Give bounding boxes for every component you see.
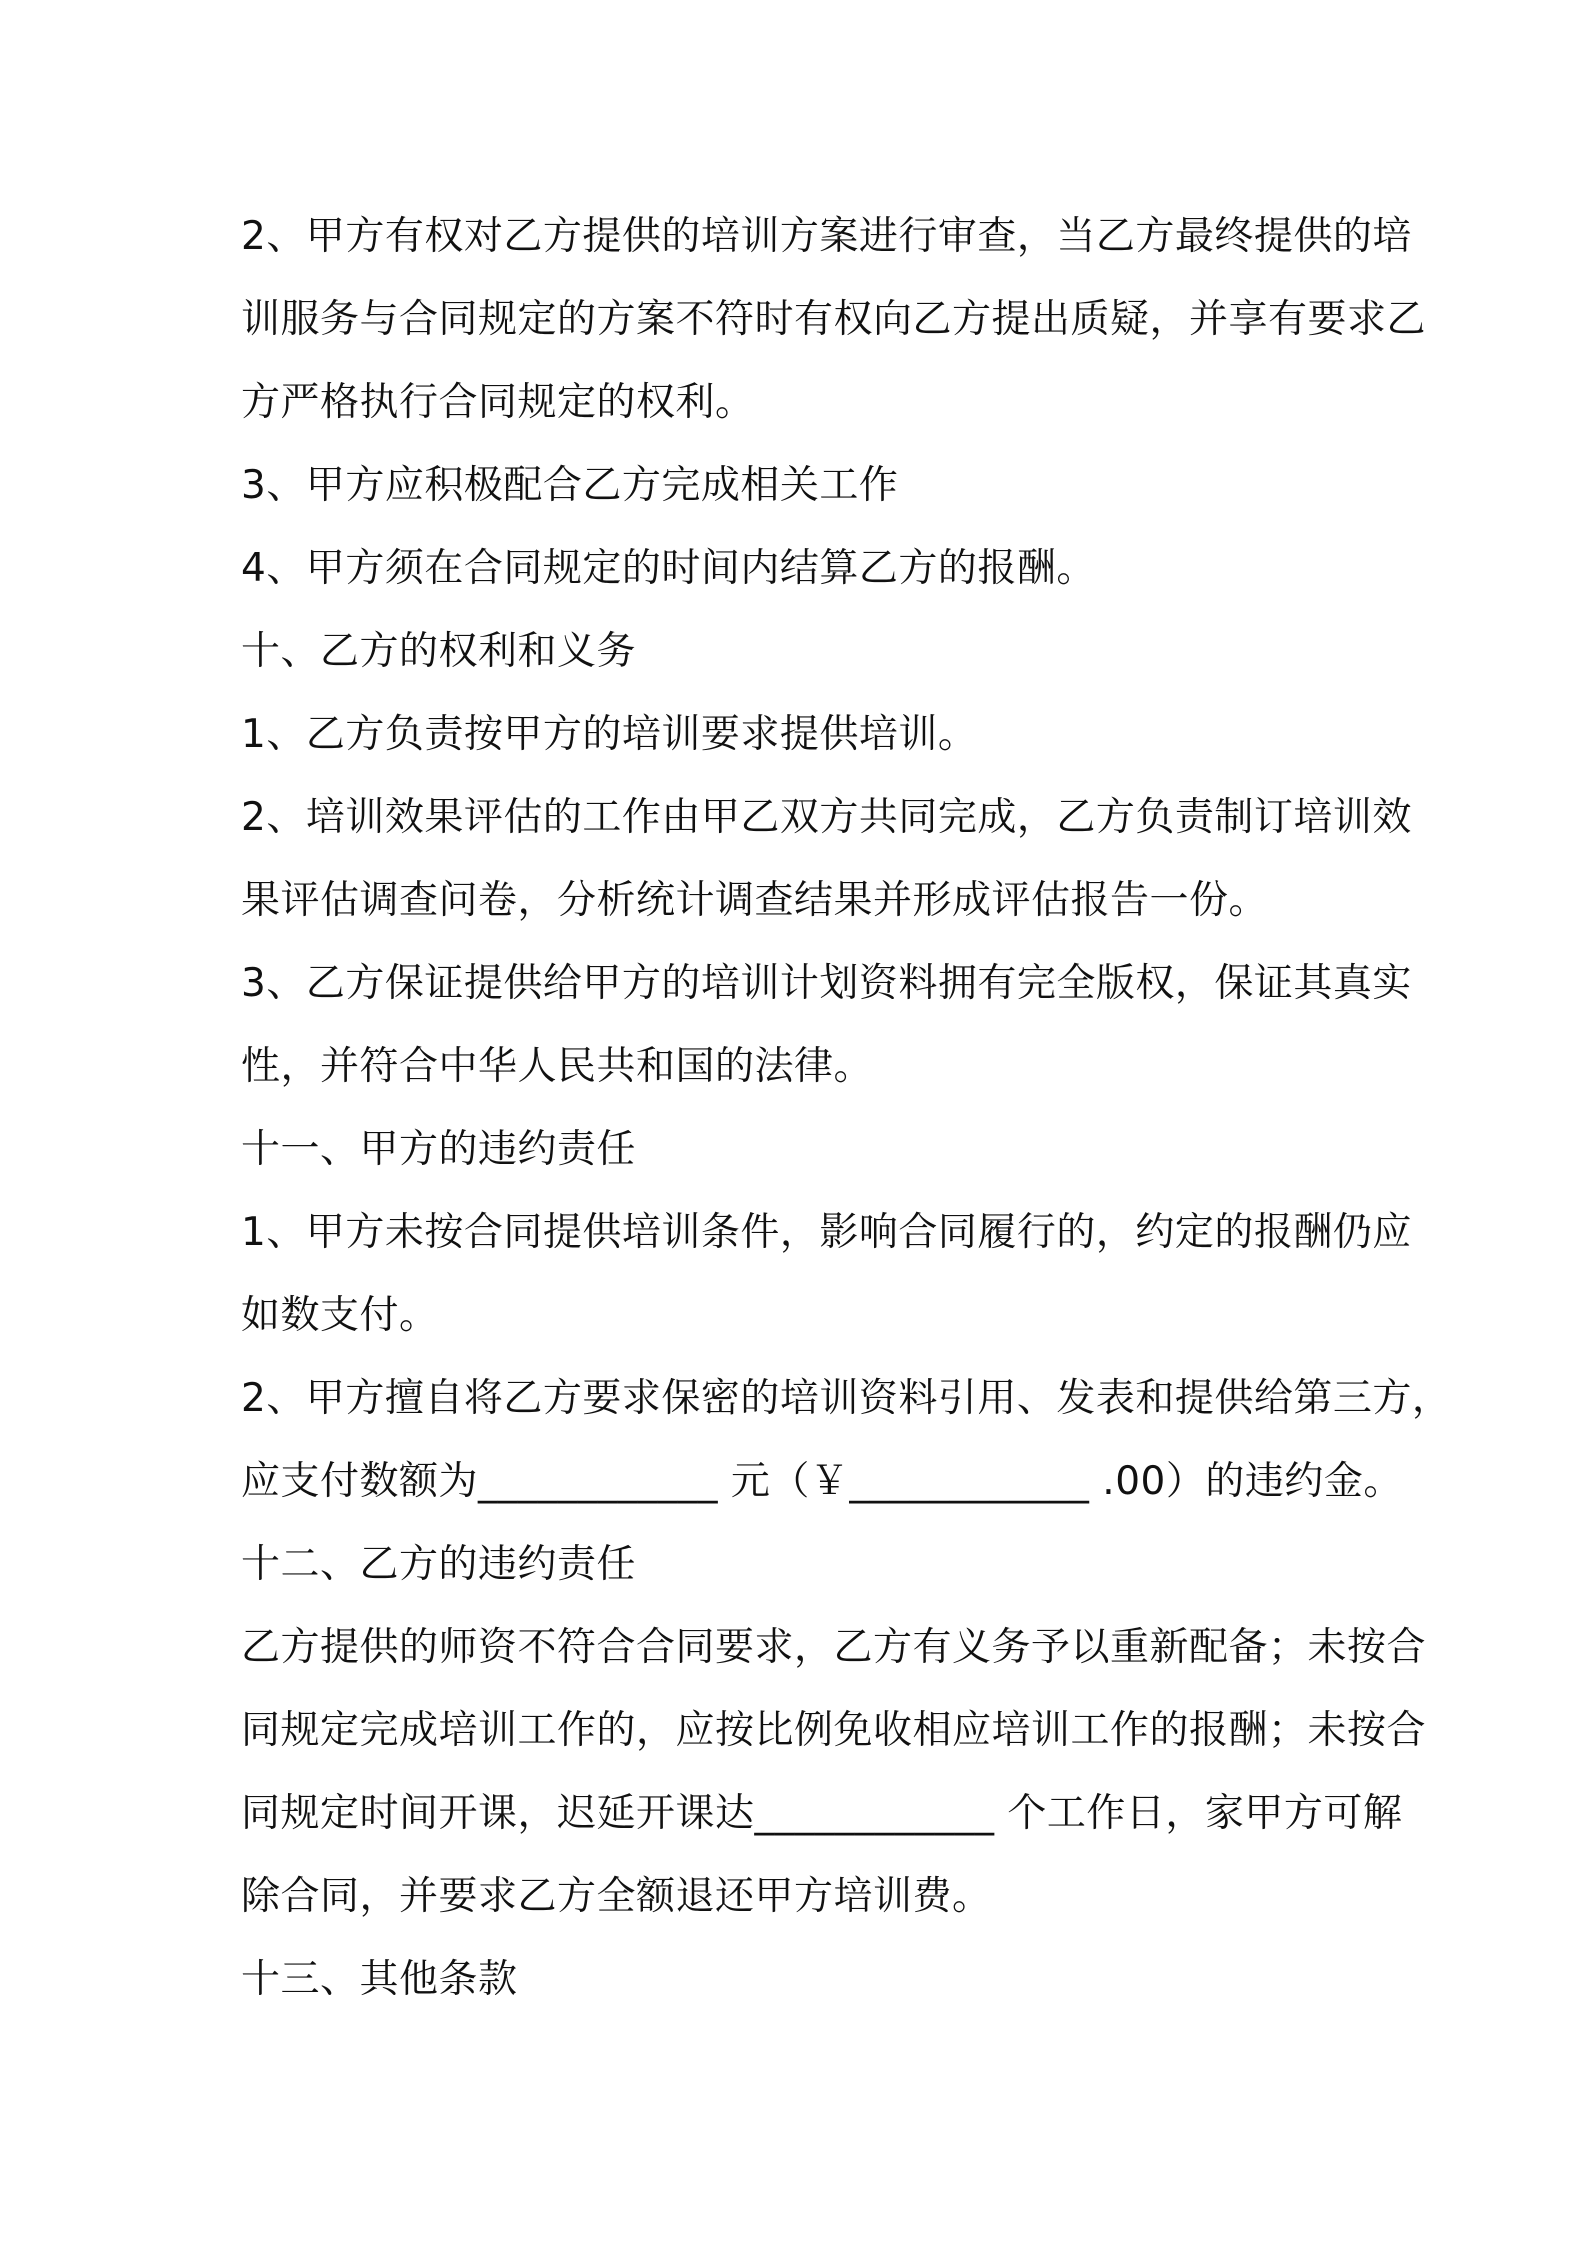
section-13-heading: 十三、其他条款 bbox=[241, 1957, 518, 2002]
section-11-heading: 十一、甲方的违约责任 bbox=[241, 1127, 637, 1172]
document-body bbox=[241, 195, 1452, 2021]
section-12-text-line-3: 同规定时间开课，迟延开课达____________ 个工作日，家甲方可解 bbox=[241, 1791, 1403, 1836]
clause-10-2-line-1: 2、培训效果评估的工作由甲乙双方共同完成，乙方负责制订培训效 bbox=[241, 795, 1412, 840]
section-12-text-line-1: 乙方提供的师资不符合合同要求，乙方有义务予以重新配备；未按合 bbox=[241, 1625, 1427, 1670]
clause-11-1-line-2: 如数支付。 bbox=[241, 1293, 439, 1338]
clause-10-1: 1、乙方负责按甲方的培训要求提供培训。 bbox=[241, 712, 978, 757]
section-12-text-line-2: 同规定完成培训工作的，应按比例免收相应培训工作的报酬；未按合 bbox=[241, 1708, 1427, 1753]
clause-10-3-line-1: 3、乙方保证提供给甲方的培训计划资料拥有完全版权，保证其真实 bbox=[241, 961, 1412, 1006]
clause-11-2-line-2: 应支付数额为____________ 元（￥____________ .00）的违约金。 bbox=[241, 1459, 1403, 1504]
clause-10-2-line-2: 果评估调查问卷，分析统计调查结果并形成评估报告一份。 bbox=[241, 878, 1269, 923]
clause-11-1-line-1: 1、甲方未按合同提供培训条件，影响合同履行的，约定的报酬仍应 bbox=[241, 1210, 1412, 1255]
clause-11-2-line-1: 2、甲方擅自将乙方要求保密的培训资料引用、发表和提供给第三方， bbox=[241, 1376, 1452, 1421]
clause-9-2-line-2: 训服务与合同规定的方案不符时有权向乙方提出质疑，并享有要求乙 bbox=[241, 297, 1427, 342]
section-10-heading: 十、乙方的权利和义务 bbox=[241, 629, 637, 674]
section-12-text-line-4: 除合同，并要求乙方全额退还甲方培训费。 bbox=[241, 1874, 992, 1919]
section-12-heading: 十二、乙方的违约责任 bbox=[241, 1542, 637, 1587]
clause-10-3-line-2: 性，并符合中华人民共和国的法律。 bbox=[241, 1044, 874, 1089]
clause-9-2-line-1: 2、甲方有权对乙方提供的培训方案进行审查，当乙方最终提供的培 bbox=[241, 214, 1412, 259]
clause-9-2-line-3: 方严格执行合同规定的权利。 bbox=[241, 380, 755, 425]
clause-9-3: 3、甲方应积极配合乙方完成相关工作 bbox=[241, 463, 899, 508]
clause-9-4: 4、甲方须在合同规定的时间内结算乙方的报酬。 bbox=[241, 546, 1096, 591]
